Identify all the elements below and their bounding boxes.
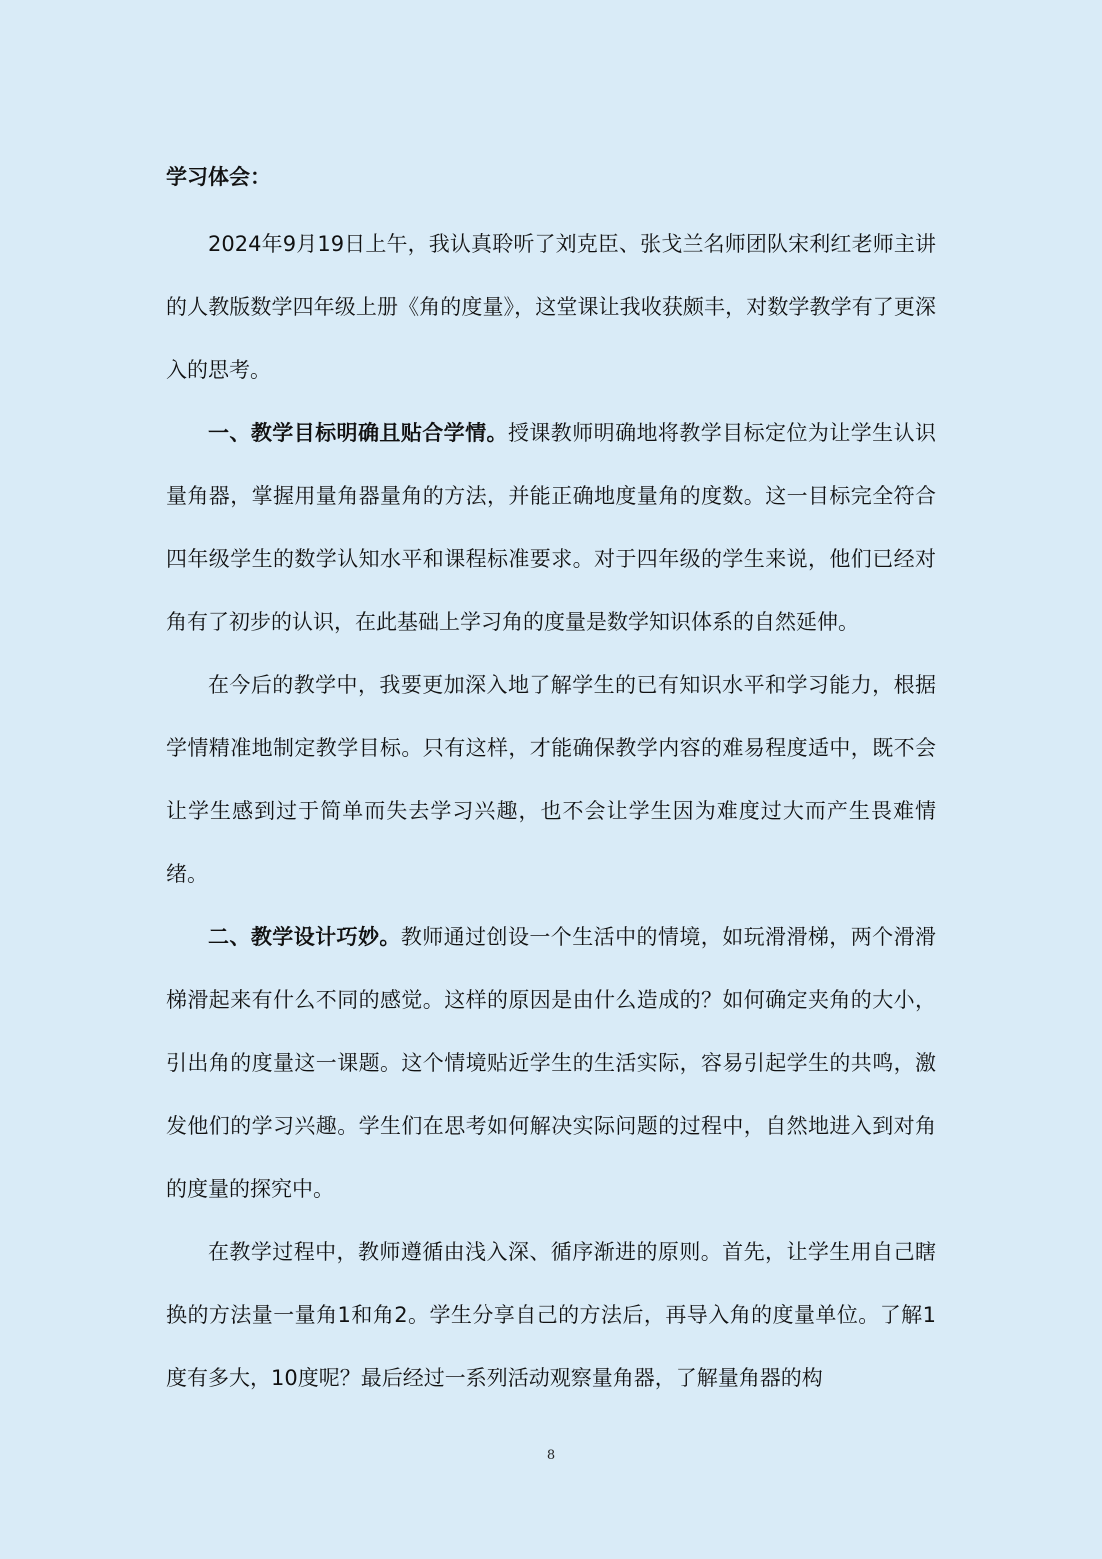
paragraph-intro [166,213,936,402]
page-number: 8 [546,1448,556,1463]
page-content [166,150,936,1410]
paragraph-point-two-lead: 二、教学设计巧妙。 [208,925,401,949]
paragraph-point-one-text: 授课教师明确地将教学目标定位为让学生认识量角器，掌握用量角器量角的方法，并能正确地度量角的度数。这一目标完全符合四年级学生的数学认知水平和课程标准要求。对于四年级的学生来说，他们已经对角有了初步的认识，在此基础上学习角的度量是数学知识体系的自然延伸。 [166,421,937,634]
paragraph-reflection [166,654,936,906]
paragraph-process [166,1221,936,1410]
paragraph-point-two [166,906,936,1221]
paragraph-point-two-text: 教师通过创设一个生活中的情境，如玩滑滑梯，两个滑滑梯滑起来有什么不同的感觉。这样的原因是由什么造成的？如何确定夹角的大小，引出角的度量这一课题。这个情境贴近学生的生活实际，容易引起学生的共鸣，激发他们的学习兴趣。学生们在思考如何解决实际问题的过程中，自然地进入到对角的度量的探究中。 [166,925,937,1201]
paragraph-point-one [166,402,936,654]
section-heading: 学习体会： [166,165,271,189]
paragraph-reflection-text: 在今后的教学中，我要更加深入地了解学生的已有知识水平和学习能力，根据学情精准地制定教学目标。只有这样，才能确保教学内容的难易程度适中，既不会让学生感到过于简单而失去学习兴趣，也不会让学生因为难度过大而产生畏难情绪。 [166,673,936,886]
paragraph-point-one-lead: 一、教学目标明确且贴合学情。 [208,421,508,445]
paragraph-intro-text: 2024年9月19日上午，我认真聆听了刘克臣、张戈兰名师团队宋利红老师主讲的人教版数学四年级上册《角的度量》，这堂课让我收获颇丰，对数学教学有了更深入的思考。 [166,232,936,382]
paragraph-process-text: 在教学过程中，教师遵循由浅入深、循序渐进的原则。首先，让学生用自己瞎换的方法量一量角1和角2。学生分享自己的方法后，再导入角的度量单位。了解1度有多大，10度呢？最后经过一系列活动观察量角器，了解量角器的构 [166,1240,936,1390]
